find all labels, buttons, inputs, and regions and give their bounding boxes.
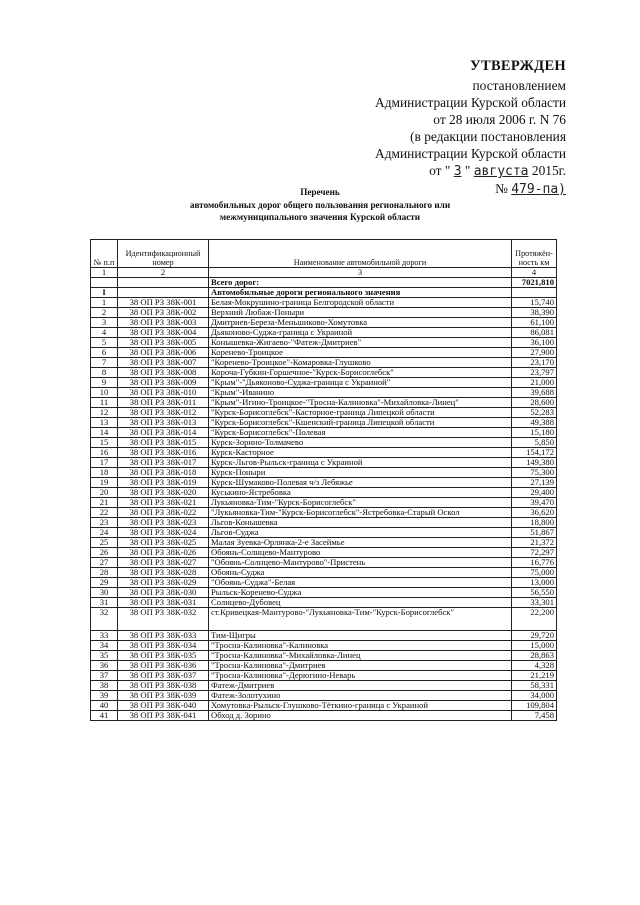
colnum-1: 1 (91, 268, 118, 278)
row-num: 29 (91, 578, 118, 588)
row-num: 9 (91, 378, 118, 388)
row-name: Фатеж-Дмитриев (209, 681, 512, 691)
row-length: 4,328 (512, 661, 557, 671)
roads-table (90, 239, 557, 721)
approval-date-line (375, 162, 566, 180)
table-row (91, 661, 557, 671)
row-code: 38 ОП РЗ 38К-025 (118, 538, 209, 548)
row-name: Короча-Губкин-Горшечное-"Курск-Борисоглебск" (209, 368, 512, 378)
table-row (91, 711, 557, 721)
column-number-row (91, 268, 557, 278)
row-name: Курск-Шумаково-Полевая ч/з Лебяжье (209, 478, 512, 488)
row-length: 58,331 (512, 681, 557, 691)
row-name: Курск-Льгов-Рыльск-граница с Украиной (209, 458, 512, 468)
row-name: Верхний Любаж-Поныри (209, 308, 512, 318)
row-length: 27,139 (512, 478, 557, 488)
approval-line-4: (в редакции постановления (410, 129, 566, 144)
row-num: 5 (91, 338, 118, 348)
heading-line-3: межмуниципального значения Курской области (219, 212, 421, 222)
row-name: "Крым"-"Дьяконово-Суджа-граница с Украиной" (209, 378, 512, 388)
row-name: Хомутовка-Рыльск-Глушково-Тёткино-граница с Украиной (209, 701, 512, 711)
row-name: "Крым"-Иванино (209, 388, 512, 398)
row-num: 15 (91, 438, 118, 448)
table-row (91, 428, 557, 438)
row-length: 38,390 (512, 308, 557, 318)
row-length: 23,797 (512, 368, 557, 378)
row-num: 17 (91, 458, 118, 468)
row-num: 3 (91, 318, 118, 328)
table-row (91, 631, 557, 641)
date-day: 3 (453, 164, 462, 179)
row-length: 15,740 (512, 298, 557, 308)
table-row (91, 338, 557, 348)
row-name: "Тросна-Калиновка"-Дерюгино-Неварь (209, 671, 512, 681)
row-code: 38 ОП РЗ 38К-029 (118, 578, 209, 588)
row-name: Тим-Щигры (209, 631, 512, 641)
table-row (91, 318, 557, 328)
heading-line-1: Перечень (300, 187, 340, 197)
row-length: 21,000 (512, 378, 557, 388)
row-length: 33,301 (512, 598, 557, 608)
row-num: 21 (91, 498, 118, 508)
row-num: 4 (91, 328, 118, 338)
row-num: 31 (91, 598, 118, 608)
approval-title: УТВЕРЖДЕН (470, 58, 566, 74)
row-name: Обоянь-Солнцево-Мантурово (209, 548, 512, 558)
row-name: Льгов-Суджа (209, 528, 512, 538)
row-name: Солнцево-Дубовец (209, 598, 512, 608)
table-row (91, 518, 557, 528)
row-length: 28,863 (512, 651, 557, 661)
row-num: 41 (91, 711, 118, 721)
row-code: 38 ОП РЗ 38К-017 (118, 458, 209, 468)
row-length: 22,200 (512, 608, 557, 631)
row-name: "Коренево-Троицкое"-Комаровка-Глушково (209, 358, 512, 368)
row-name: "Тросна-Калиновка"-Дмитриев (209, 661, 512, 671)
row-length: 39,688 (512, 388, 557, 398)
row-length: 86,081 (512, 328, 557, 338)
table-row (91, 438, 557, 448)
row-code: 38 ОП РЗ 38К-041 (118, 711, 209, 721)
row-length: 51,867 (512, 528, 557, 538)
table-row (91, 671, 557, 681)
total-row (91, 278, 557, 288)
row-name: Дмитриев-Береза-Меньшиково-Хомутовка (209, 318, 512, 328)
row-code: 38 ОП РЗ 38К-007 (118, 358, 209, 368)
row-length: 109,804 (512, 701, 557, 711)
row-code: 38 ОП РЗ 38К-002 (118, 308, 209, 318)
row-length: 15,000 (512, 641, 557, 651)
row-length: 49,388 (512, 418, 557, 428)
date-prefix: от " (429, 163, 451, 178)
table-row (91, 588, 557, 598)
row-length: 52,283 (512, 408, 557, 418)
row-code: 38 ОП РЗ 38К-018 (118, 468, 209, 478)
row-length: 21,372 (512, 538, 557, 548)
row-code: 38 ОП РЗ 38К-016 (118, 448, 209, 458)
header-name: Наименование автомобильной дороги (209, 240, 512, 268)
row-name: Курск-Поныри (209, 468, 512, 478)
row-name: Обоянь-Суджа (209, 568, 512, 578)
row-code: 38 ОП РЗ 38К-027 (118, 558, 209, 568)
row-code: 38 ОП РЗ 38К-010 (118, 388, 209, 398)
row-num: 37 (91, 671, 118, 681)
section-num: I (91, 288, 118, 298)
table-row (91, 378, 557, 388)
table-row (91, 448, 557, 458)
row-name: Курск-Зорино-Толмачево (209, 438, 512, 448)
row-num: 36 (91, 661, 118, 671)
row-code: 38 ОП РЗ 38К-013 (118, 418, 209, 428)
number-value: 479-па) (511, 182, 566, 197)
row-num: 8 (91, 368, 118, 378)
row-num: 22 (91, 508, 118, 518)
table-row (91, 548, 557, 558)
row-name: Малая Зуевка-Орлянка-2-е Засеймье (209, 538, 512, 548)
row-num: 11 (91, 398, 118, 408)
row-length: 56,550 (512, 588, 557, 598)
row-name: "Курск-Борисоглебск"-Полевая (209, 428, 512, 438)
row-num: 16 (91, 448, 118, 458)
row-num: 23 (91, 518, 118, 528)
row-length: 23,170 (512, 358, 557, 368)
row-code: 38 ОП РЗ 38К-022 (118, 508, 209, 518)
row-length: 18,800 (512, 518, 557, 528)
row-code: 38 ОП РЗ 38К-030 (118, 588, 209, 598)
date-mid: " (464, 163, 471, 178)
row-code: 38 ОП РЗ 38К-039 (118, 691, 209, 701)
row-length: 61,100 (512, 318, 557, 328)
row-name: Льгов-Конышевка (209, 518, 512, 528)
row-name: Лукьяновка-Тим-"Курск-Борисоглебск" (209, 498, 512, 508)
header-code: Идентификационный номер (118, 240, 209, 268)
row-code: 38 ОП РЗ 38К-001 (118, 298, 209, 308)
table-row (91, 598, 557, 608)
row-code: 38 ОП РЗ 38К-003 (118, 318, 209, 328)
table-row (91, 528, 557, 538)
row-num: 30 (91, 588, 118, 598)
table-row (91, 348, 557, 358)
row-num: 34 (91, 641, 118, 651)
row-code: 38 ОП РЗ 38К-021 (118, 498, 209, 508)
approval-line-3: от 28 июля 2006 г. N 76 (433, 112, 566, 127)
row-length: 7,458 (512, 711, 557, 721)
table-row (91, 558, 557, 568)
row-code: 38 ОП РЗ 38К-019 (118, 478, 209, 488)
row-name: "Крым"-Игино-Троицкое-"Тросна-Калиновка"-Михайловка-Линец" (209, 398, 512, 408)
table-row (91, 681, 557, 691)
table-row (91, 368, 557, 378)
row-num: 39 (91, 691, 118, 701)
table-row (91, 701, 557, 711)
row-code: 38 ОП РЗ 38К-004 (118, 328, 209, 338)
approval-line-2: Администрации Курской области (375, 95, 566, 110)
row-code: 38 ОП РЗ 38К-031 (118, 598, 209, 608)
row-code: 38 ОП РЗ 38К-038 (118, 681, 209, 691)
row-name: Фатеж-Золотухино (209, 691, 512, 701)
row-code: 38 ОП РЗ 38К-033 (118, 631, 209, 641)
row-name: Дьяконово-Суджа-граница с Украиной (209, 328, 512, 338)
row-num: 38 (91, 681, 118, 691)
section-name: Автомобильные дороги регионального значения (209, 288, 512, 298)
table-row (91, 691, 557, 701)
document-heading (0, 186, 640, 224)
row-length: 36,620 (512, 508, 557, 518)
row-num: 24 (91, 528, 118, 538)
row-num: 27 (91, 558, 118, 568)
row-code: 38 ОП РЗ 38К-035 (118, 651, 209, 661)
section-row (91, 288, 557, 298)
approval-line-5: Администрации Курской области (375, 146, 566, 161)
table-row (91, 578, 557, 588)
table-row (91, 608, 557, 631)
row-num: 10 (91, 388, 118, 398)
row-name: Коренево-Троицкое (209, 348, 512, 358)
row-num: 12 (91, 408, 118, 418)
row-length: 75,000 (512, 568, 557, 578)
table-row (91, 538, 557, 548)
row-name: ст.Кривецкая-Мантурово-"Лукьяновка-Тим-"Курск-Борисоглебск" (209, 608, 512, 631)
row-num: 26 (91, 548, 118, 558)
row-num: 25 (91, 538, 118, 548)
row-num: 33 (91, 631, 118, 641)
table-row (91, 508, 557, 518)
table-header-row (91, 240, 557, 268)
row-name: Рыльск-Коренево-Суджа (209, 588, 512, 598)
row-length: 5,850 (512, 438, 557, 448)
row-length: 13,000 (512, 578, 557, 588)
row-name: Обход д. Зорино (209, 711, 512, 721)
row-name: Белая-Мокрушино-граница Белгородской области (209, 298, 512, 308)
table-row (91, 328, 557, 338)
table-row (91, 488, 557, 498)
row-num: 40 (91, 701, 118, 711)
row-length: 36,100 (512, 338, 557, 348)
table-row (91, 651, 557, 661)
date-year: 2015г. (531, 163, 566, 178)
row-num: 13 (91, 418, 118, 428)
date-month: августа (473, 164, 529, 179)
row-code: 38 ОП РЗ 38К-026 (118, 548, 209, 558)
table-row (91, 498, 557, 508)
row-code: 38 ОП РЗ 38К-032 (118, 608, 209, 631)
row-name: Курск-Касторное (209, 448, 512, 458)
row-code: 38 ОП РЗ 38К-008 (118, 368, 209, 378)
row-code: 38 ОП РЗ 38К-005 (118, 338, 209, 348)
table-row (91, 398, 557, 408)
row-length: 154,172 (512, 448, 557, 458)
table-row (91, 418, 557, 428)
row-code: 38 ОП РЗ 38К-006 (118, 348, 209, 358)
heading-line-2: автомобильных дорог общего пользования регионального или (189, 199, 451, 210)
row-length: 75,300 (512, 468, 557, 478)
header-length: Протяжён-ность км (512, 240, 557, 268)
colnum-2: 2 (118, 268, 209, 278)
row-num: 2 (91, 308, 118, 318)
number-prefix: № (495, 181, 508, 196)
row-num: 20 (91, 488, 118, 498)
row-num: 35 (91, 651, 118, 661)
row-length: 34,000 (512, 691, 557, 701)
table-row (91, 458, 557, 468)
colnum-3: 3 (209, 268, 512, 278)
row-code: 38 ОП РЗ 38К-014 (118, 428, 209, 438)
total-value: 7021,810 (512, 278, 557, 288)
table-row (91, 298, 557, 308)
row-code: 38 ОП РЗ 38К-015 (118, 438, 209, 448)
row-code: 38 ОП РЗ 38К-024 (118, 528, 209, 538)
row-code: 38 ОП РЗ 38К-012 (118, 408, 209, 418)
row-length: 29,720 (512, 631, 557, 641)
total-label: Всего дорог: (209, 278, 512, 288)
row-name: "Лукьяновка-Тим-"Курск-Борисоглебск"-Ястребовка-Старый Оскол (209, 508, 512, 518)
row-name: "Курск-Борисоглебск"-Касторное-граница Липецкой области (209, 408, 512, 418)
table-row (91, 388, 557, 398)
row-name: "Обоянь-Солнцево-Мантурово"-Пристень (209, 558, 512, 568)
header-num: № п.п (91, 240, 118, 268)
approval-block (375, 58, 566, 198)
row-code: 38 ОП РЗ 38К-036 (118, 661, 209, 671)
row-num: 32 (91, 608, 118, 631)
row-code: 38 ОП РЗ 38К-037 (118, 671, 209, 681)
row-num: 28 (91, 568, 118, 578)
row-code: 38 ОП РЗ 38К-011 (118, 398, 209, 408)
table-row (91, 468, 557, 478)
row-num: 6 (91, 348, 118, 358)
row-code: 38 ОП РЗ 38К-009 (118, 378, 209, 388)
row-name: "Тросна-Калиновка"-Калиновка (209, 641, 512, 651)
row-name: Конышевка-Жигаево-"Фатеж-Дмитриев" (209, 338, 512, 348)
colnum-4: 4 (512, 268, 557, 278)
row-name: "Курск-Борисоглебск"-Кшенский-граница Липецкой области (209, 418, 512, 428)
row-code: 38 ОП РЗ 38К-028 (118, 568, 209, 578)
row-code: 38 ОП РЗ 38К-023 (118, 518, 209, 528)
row-num: 7 (91, 358, 118, 368)
row-length: 72,297 (512, 548, 557, 558)
table-row (91, 641, 557, 651)
row-length: 16,776 (512, 558, 557, 568)
row-length: 149,380 (512, 458, 557, 468)
table-row (91, 308, 557, 318)
row-num: 14 (91, 428, 118, 438)
row-length: 15,180 (512, 428, 557, 438)
approval-line-1: постановлением (472, 78, 566, 93)
row-length: 21,219 (512, 671, 557, 681)
table-row (91, 358, 557, 368)
row-name: Куськино-Ястребовка (209, 488, 512, 498)
row-code: 38 ОП РЗ 38К-040 (118, 701, 209, 711)
row-num: 18 (91, 468, 118, 478)
row-num: 19 (91, 478, 118, 488)
row-code: 38 ОП РЗ 38К-020 (118, 488, 209, 498)
row-name: "Обоянь-Суджа"-Белая (209, 578, 512, 588)
row-length: 39,470 (512, 498, 557, 508)
table-row (91, 408, 557, 418)
table-row (91, 478, 557, 488)
table-row (91, 568, 557, 578)
row-length: 29,400 (512, 488, 557, 498)
row-code: 38 ОП РЗ 38К-034 (118, 641, 209, 651)
row-name: "Тросна-Калиновка"-Михайловка-Линец (209, 651, 512, 661)
row-length: 27,900 (512, 348, 557, 358)
row-length: 28,600 (512, 398, 557, 408)
row-num: 1 (91, 298, 118, 308)
